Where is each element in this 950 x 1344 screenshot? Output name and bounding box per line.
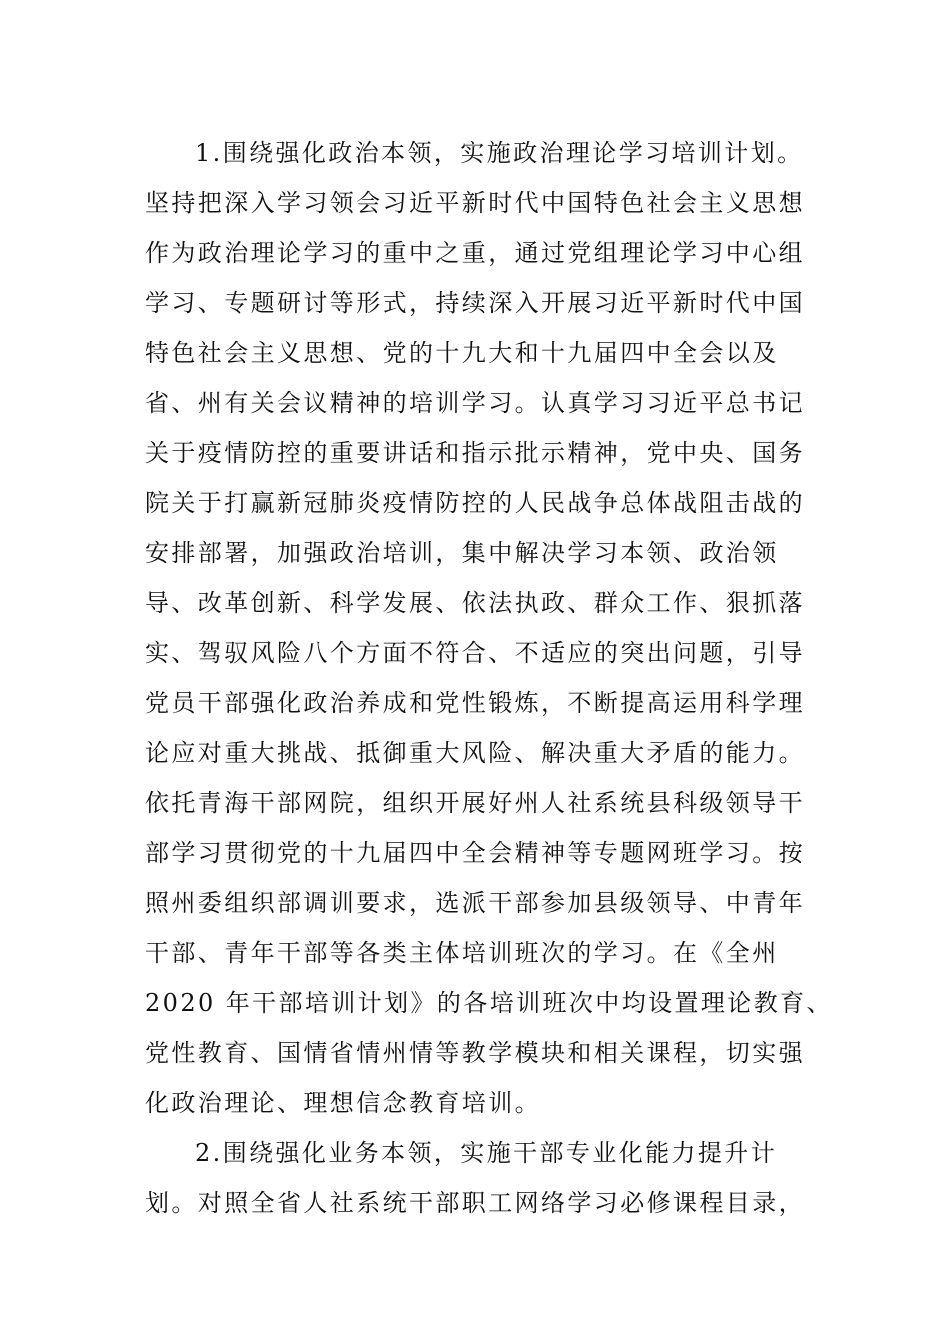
paragraph-2 — [145, 1128, 805, 1228]
paragraph-line: 学习、专题研讨等形式，持续深入开展习近平新时代中国 — [145, 289, 805, 317]
paragraph-line: 2020 年干部培训计划》的各培训班次中均设置理论教育、 — [145, 989, 833, 1017]
paragraph-line: 2.围绕强化业务本领，实施干部专业化能力提升计 — [195, 1139, 778, 1167]
paragraph-line: 党员干部强化政治养成和党性锻炼，不断提高运用科学理 — [145, 689, 805, 717]
paragraph-line: 实、驾驭风险八个方面不符合、不适应的突出问题，引导 — [145, 639, 805, 667]
paragraph-line: 划。对照全省人社系统干部职工网络学习必修课程目录， — [145, 1189, 805, 1217]
paragraph-line: 依托青海干部网院，组织开展好州人社系统县科级领导干 — [145, 789, 805, 817]
paragraph-line: 党性教育、国情省情州情等教学模块和相关课程，切实强 — [145, 1039, 805, 1067]
paragraph-line: 院关于打赢新冠肺炎疫情防控的人民战争总体战阻击战的 — [145, 489, 805, 517]
paragraph-line: 安排部署，加强政治培训，集中解决学习本领、政治领 — [145, 539, 779, 567]
paragraph-line: 论应对重大挑战、抵御重大风险、解决重大矛盾的能力。 — [145, 739, 805, 767]
paragraph-line: 化政治理论、理想信念教育培训。 — [145, 1089, 541, 1117]
paragraph-1 — [145, 128, 833, 1128]
paragraph-line: 1.围绕强化政治本领，实施政治理论学习培训计划。 — [195, 139, 804, 167]
paragraph-line: 导、改革创新、科学发展、依法执政、群众工作、狠抓落 — [145, 589, 805, 617]
paragraph-line: 关于疫情防控的重要讲话和指示批示精神，党中央、国务 — [145, 439, 805, 467]
paragraph-line: 部学习贯彻党的十九届四中全会精神等专题网班学习。按 — [145, 839, 805, 867]
paragraph-line: 照州委组织部调训要求，选派干部参加县级领导、中青年 — [145, 889, 805, 917]
paragraph-line: 作为政治理论学习的重中之重，通过党组理论学习中心组 — [145, 239, 805, 267]
paragraph-line: 特色社会主义思想、党的十九大和十九届四中全会以及 — [145, 339, 779, 367]
paragraph-line: 干部、青年干部等各类主体培训班次的学习。在《全州 — [145, 939, 779, 967]
document-body — [145, 128, 833, 1228]
paragraph-line: 省、州有关会议精神的培训学习。认真学习习近平总书记 — [145, 389, 805, 417]
paragraph-line: 坚持把深入学习领会习近平新时代中国特色社会主义思想 — [145, 189, 805, 217]
